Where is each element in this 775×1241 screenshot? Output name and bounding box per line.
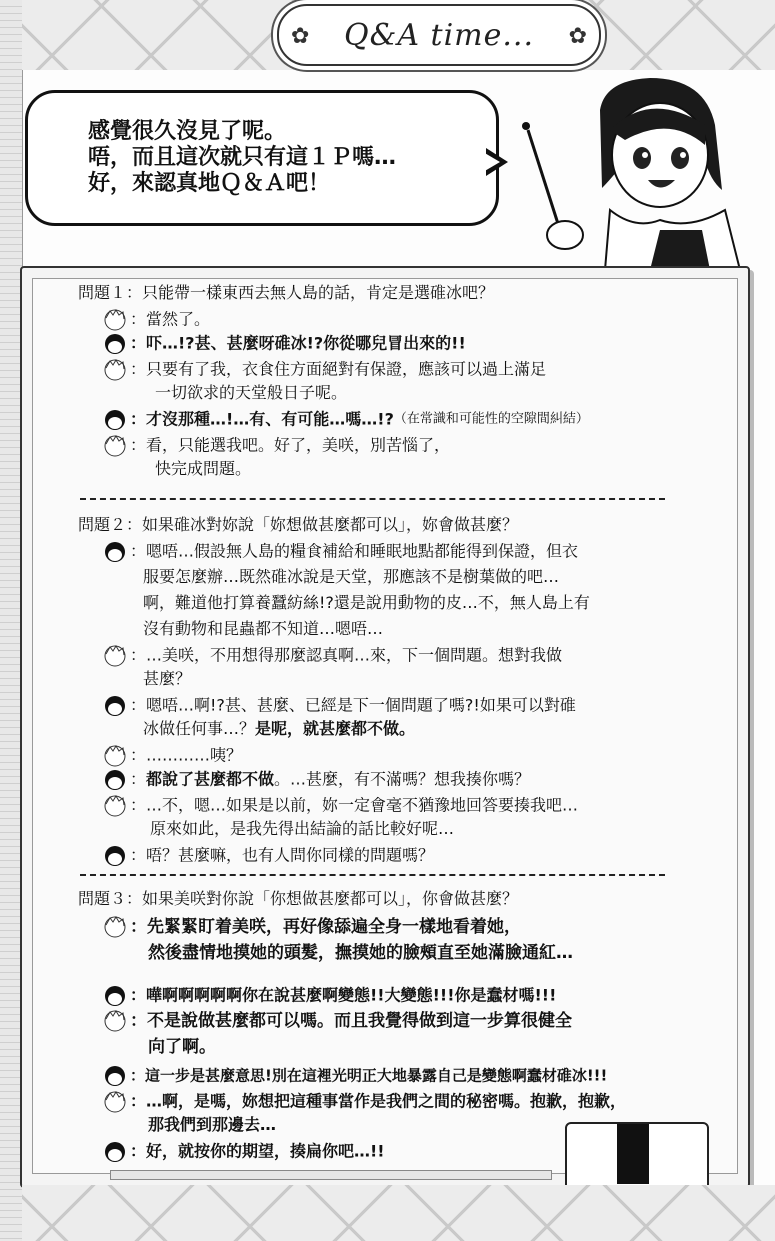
- answer-line: [104, 358, 546, 381]
- header-plate: [277, 4, 601, 66]
- answer-line: [104, 332, 466, 355]
- dialogue-text: ：當然了。: [130, 309, 211, 329]
- dialogue-continuation: 服要怎麼辦…既然碓冰說是天堂，那應該不是樹葉做的吧…: [143, 567, 560, 586]
- answer-line: [104, 1140, 385, 1163]
- usui-face-icon: [104, 645, 126, 667]
- board-ledge: [110, 1170, 552, 1180]
- footer-pattern: [22, 1185, 775, 1241]
- answer-line: [104, 1090, 626, 1113]
- usui-face-icon: [104, 1091, 126, 1113]
- answer-line: [104, 694, 576, 717]
- bubble-line: 唔，而且這次就只有這１Ｐ嗎…: [88, 145, 397, 170]
- misaki-face-icon: [104, 985, 126, 1007]
- answer-line: [104, 408, 589, 431]
- eraser-illustration: [565, 1122, 709, 1188]
- dialogue-continuation: 向了啊。: [148, 1037, 216, 1057]
- flower-icon: ✿: [291, 24, 310, 49]
- speech-bubble-tail: [486, 148, 508, 176]
- dialogue-text: ：…啊，是嗎，妳想把這種事當作是我們之間的秘密嗎。抱歉，抱歉，: [130, 1091, 627, 1111]
- question-3: 問題３：如果美咲對你說「你想做甚麼都可以」，你會做甚麼？: [78, 889, 519, 908]
- dialogue-text: ：嘩啊啊啊啊啊你在說甚麼啊變態!!大變態!!!你是蠢材嗎!!!: [130, 985, 557, 1005]
- usui-face-icon: [104, 359, 126, 381]
- answer-line: [104, 794, 578, 817]
- dialogue-text: ：嗯唔…啊!?甚、甚麼、已經是下一個問題了嗎?!如果可以對碓: [130, 695, 576, 715]
- dialogue-text: ：…美咲，不用想得那麼認真啊…來，下一個問題。想對我做: [130, 645, 563, 665]
- dialogue-text: ：好，就按你的期望，揍扁你吧…!!: [130, 1141, 385, 1161]
- stage-note: （在常識和可能性的空隙間糾結）: [393, 411, 589, 427]
- question-2: 問題２：如果碓冰對妳說「妳想做甚麼都可以」，妳會做甚麼？: [78, 515, 519, 534]
- misaki-face-icon: [104, 1065, 126, 1087]
- dialogue-continuation: 原來如此，是我先得出結論的話比較好呢…: [150, 819, 455, 838]
- dialogue-text: ：不是說做甚麼都可以嗎。而且我覺得做到這一步算很健全: [130, 1011, 572, 1031]
- answer-line: [104, 916, 521, 938]
- answer-line: [104, 1064, 607, 1087]
- dialogue-text: ：唔？甚麼嘛，也有人問你同樣的問題嗎？: [130, 845, 435, 865]
- section-divider: [80, 874, 665, 876]
- bubble-line: 好，來認真地Ｑ＆Ａ吧！: [88, 171, 331, 196]
- usui-face-icon: [104, 916, 126, 938]
- answer-line: [104, 644, 562, 667]
- misaki-face-icon: [104, 695, 126, 717]
- answer-line: [104, 540, 578, 563]
- dialogue-emphasis: 都說了甚麼都不做: [146, 769, 275, 789]
- question-1: 問題１：只能帶一樣東西去無人島的話，肯定是選碓冰吧？: [78, 283, 495, 302]
- answer-line: [104, 308, 210, 331]
- misaki-face-icon: [104, 769, 126, 791]
- dialogue-continuation: [143, 718, 415, 740]
- misaki-face-icon: [104, 409, 126, 431]
- dialogue-text: ：: [130, 769, 147, 789]
- misaki-face-icon: [104, 1141, 126, 1163]
- dialogue-text: ：…………咦？: [130, 745, 243, 765]
- dialogue-text: ：吓…!?甚、甚麼呀碓冰!?你從哪兒冒出來的!!: [130, 333, 466, 353]
- dialogue-text: ：只要有了我，衣食住方面絕對有保證，應該可以過上滿足: [130, 359, 547, 379]
- speech-bubble: [25, 90, 499, 226]
- dialogue-text: ：…不，嗯…如果是以前，妳一定會毫不猶豫地回答要揍我吧…: [130, 795, 579, 815]
- dialogue-continuation: 快完成問題。: [155, 459, 252, 478]
- answer-line: [104, 434, 450, 457]
- usui-face-icon: [104, 1010, 126, 1032]
- dialogue-continuation: 沒有動物和昆蟲都不知道…嗯唔…: [143, 619, 384, 638]
- bubble-line: 感覺很久沒見了呢。: [88, 119, 287, 144]
- misaki-face-icon: [104, 333, 126, 355]
- dialogue-text: 。…甚麼，有不滿嗎？想我揍你嗎？: [274, 769, 531, 789]
- misaki-face-icon: [104, 845, 126, 867]
- section-divider: [80, 498, 665, 500]
- misaki-face-icon: [104, 541, 126, 563]
- dialogue-text: ：先緊緊盯着美咲，再好像舔遍全身一樣地看着她，: [130, 917, 521, 937]
- dialogue-continuation: 一切欲求的天堂般日子呢。: [155, 383, 348, 402]
- header-pattern: [22, 0, 775, 70]
- answer-line: [104, 1010, 572, 1032]
- dialogue-text: ：這一步是甚麼意思!別在這裡光明正大地暴露自己是變態啊蠢材碓冰!!!: [130, 1066, 608, 1085]
- dialogue-text: 冰做任何事…？: [143, 719, 256, 738]
- dialogue-text: ：才沒那種…!…有、有可能…嗎…!?: [130, 409, 394, 429]
- dialogue-emphasis: 是呢，就甚麼都不做。: [255, 719, 416, 738]
- answer-line: [104, 844, 434, 867]
- answer-line: [104, 768, 530, 791]
- dialogue-continuation: 甚麼？: [143, 669, 192, 688]
- usui-face-icon: [104, 435, 126, 457]
- host-character-illustration: [510, 70, 765, 270]
- page-title: Q&A time...: [344, 18, 534, 53]
- dialogue-text: ：嗯唔…假設無人島的糧食補給和睡眠地點都能得到保證，但衣: [130, 541, 579, 561]
- dialogue-continuation: 那我們到那邊去…: [148, 1115, 277, 1134]
- usui-face-icon: [104, 309, 126, 331]
- usui-face-icon: [104, 745, 126, 767]
- answer-line: [104, 744, 242, 767]
- flower-icon: ✿: [568, 24, 587, 49]
- answer-line: [104, 984, 556, 1007]
- dialogue-continuation: 然後盡情地摸她的頭髮，撫摸她的臉頰直至她滿臉通紅…: [148, 943, 573, 963]
- dialogue-continuation: 啊，難道他打算養蠶紡絲!?還是說用動物的皮…不，無人島上有: [143, 593, 590, 612]
- dialogue-text: ：看，只能選我吧。好了，美咲，別苦惱了，: [130, 435, 451, 455]
- usui-face-icon: [104, 795, 126, 817]
